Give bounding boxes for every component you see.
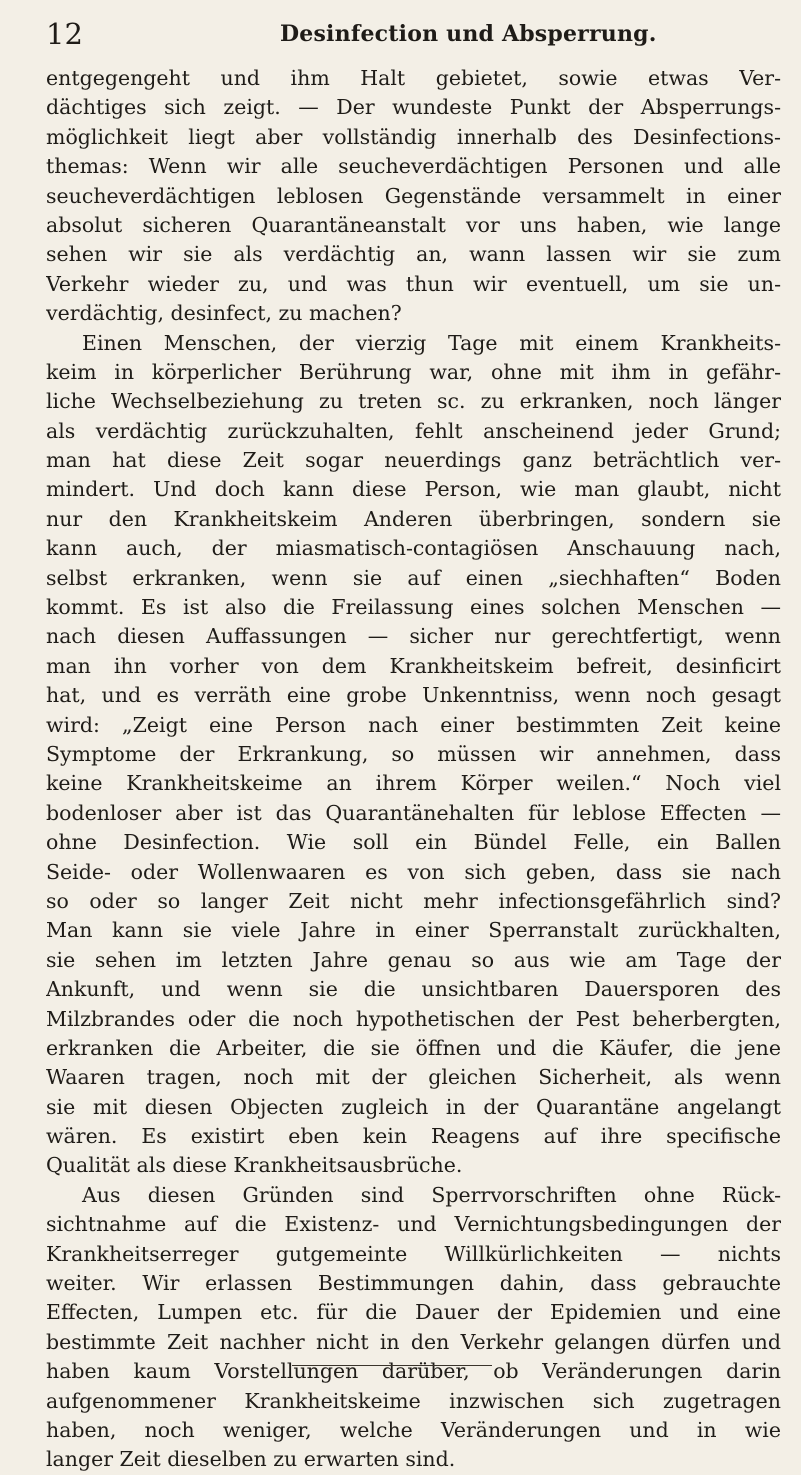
text-line: Aus diesen Gründen sind Sperrvorschriften ohne Rück- [82, 1182, 781, 1207]
closing-rule [292, 1365, 492, 1366]
text-line: wird: „Zeigt eine Person nach einer bestimmten Zeit keine [46, 712, 781, 737]
text-line: liche Wechselbeziehung zu treten sc. zu erkranken, noch länger [46, 389, 781, 414]
text-line: Seide- oder Wollenwaaren es von sich geben, dass sie nach [46, 859, 781, 884]
text-line: erkranken die Arbeiter, die sie öffnen und die Käufer, die jene [46, 1035, 781, 1060]
text-line: Milzbrandes oder die noch hypothetischen der Pest beherbergten, [46, 1006, 781, 1031]
text-line: sie mit diesen Objecten zugleich in der Quarantäne angelangt [46, 1094, 781, 1119]
text-line: mindert. Und doch kann diese Person, wie man glaubt, nicht [46, 477, 781, 502]
text-line: Waaren tragen, noch mit der gleichen Sicherheit, als wenn [46, 1065, 781, 1090]
text-line: kann auch, der miasmatisch-contagiösen Anschauung nach, [46, 536, 781, 561]
text-line: hat, und es verräth eine grobe Unkenntniss, wenn noch gesagt [46, 683, 781, 708]
text-line: Einen Menschen, der vierzig Tage mit einem Krankheits- [82, 330, 781, 355]
text-line: man hat diese Zeit sogar neuerdings ganz beträchtlich ver- [46, 448, 781, 473]
text-line: Ankunft, und wenn sie die unsichtbaren Dauersporen des [46, 977, 781, 1002]
text-line: Verkehr wieder zu, und was thun wir eventuell, um sie un- [46, 271, 781, 296]
text-line: so oder so langer Zeit nicht mehr infectionsgefährlich sind? [46, 888, 781, 913]
text-line: keim in körperlicher Berührung war, ohne mit ihm in gefähr- [46, 359, 781, 384]
body-text [46, 64, 781, 1475]
text-line: verdächtig, desinfect, zu machen? [46, 301, 402, 326]
text-line: sehen wir sie als verdächtig an, wann lassen wir sie zum [46, 242, 781, 267]
text-line: seucheverdächtigen leblosen Gegenstände versammelt in einer [46, 183, 781, 208]
text-line: kommt. Es ist also die Freilassung eines solchen Menschen — [46, 595, 781, 620]
text-line: aufgenommener Krankheitskeime inzwischen sich zugetragen [46, 1388, 781, 1413]
text-line: weiter. Wir erlassen Bestimmungen dahin, dass gebrauchte [46, 1271, 781, 1296]
text-line: als verdächtig zurückzuhalten, fehlt anscheinend jeder Grund; [46, 418, 781, 443]
page-number: 12 [46, 17, 83, 51]
text-line: themas: Wenn wir alle seucheverdächtigen Personen und alle [46, 154, 781, 179]
text-line: Effecten, Lumpen etc. für die Dauer der Epidemien und eine [46, 1300, 781, 1325]
text-line: sichtnahme auf die Existenz- und Vernichtungsbedingungen der [46, 1212, 781, 1237]
text-line: dächtiges sich zeigt. — Der wundeste Punkt der Absperrungs- [46, 95, 781, 120]
text-line: entgegengeht und ihm Halt gebietet, sowie etwas Ver- [46, 66, 781, 90]
text-line: Qualität als diese Krankheitsausbrüche. [46, 1153, 463, 1178]
text-line: man ihn vorher von dem Krankheitskeim befreit, desinficirt [46, 653, 781, 678]
text-line: nur den Krankheitskeim Anderen überbringen, sondern sie [46, 506, 781, 531]
text-line: langer Zeit dieselben zu erwarten sind. [46, 1447, 456, 1472]
text-line: wären. Es existirt eben kein Reagens auf ihre specifische [46, 1124, 781, 1149]
text-line: Krankheitserreger gutgemeinte Willkürlichkeiten — nichts [46, 1241, 781, 1266]
running-title: Desinfection und Absperrung. [280, 21, 657, 47]
text-line: ohne Desinfection. Wie soll ein Bündel Felle, ein Ballen [46, 830, 781, 855]
text-line: Man kann sie viele Jahre in einer Sperranstalt zurückhalten, [46, 918, 781, 943]
text-line: haben kaum Vorstellungen darüber, ob Veränderungen darin [46, 1359, 781, 1384]
text-line: Symptome der Erkrankung, so müssen wir annehmen, dass [46, 741, 781, 766]
text-line: selbst erkranken, wenn sie auf einen „siechhaften“ Boden [46, 565, 781, 590]
text-line: haben, noch weniger, welche Veränderungen und in wie [46, 1417, 781, 1442]
running-head [0, 14, 801, 54]
text-line: bestimmte Zeit nachher nicht in den Verkehr gelangen dürfen und [46, 1329, 781, 1354]
text-line: absolut sicheren Quarantäneanstalt vor uns haben, wie lange [46, 212, 781, 237]
text-line: bodenloser aber ist das Quarantänehalten für leblose Effecten — [46, 800, 781, 825]
text-line: keine Krankheitskeime an ihrem Körper weilen.“ Noch viel [46, 771, 781, 796]
text-line: möglichkeit liegt aber vollständig innerhalb des Desinfections- [46, 124, 781, 149]
text-line: nach diesen Auffassungen — sicher nur gerechtfertigt, wenn [46, 624, 781, 649]
text-line: sie sehen im letzten Jahre genau so aus wie am Tage der [46, 947, 781, 972]
